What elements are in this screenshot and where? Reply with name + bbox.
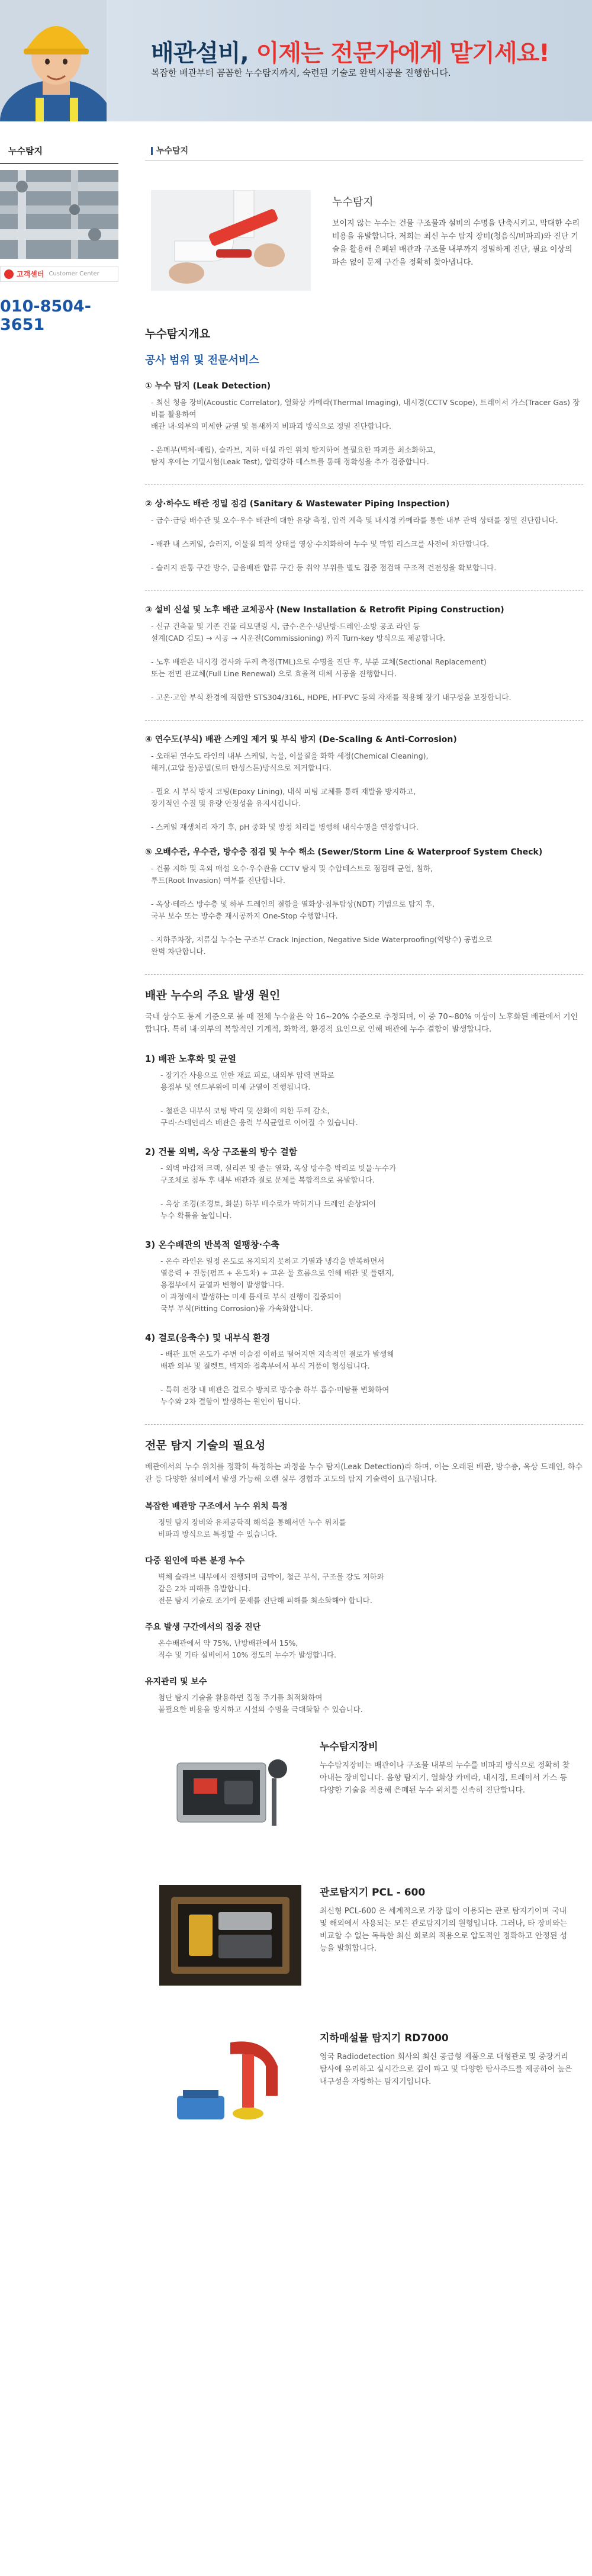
cause-title: 4) 결로(응축수) 및 내부식 환경 bbox=[145, 1332, 271, 1343]
brand-logo-icon bbox=[4, 269, 14, 279]
equipment-title: 관로탐지기 PCL - 600 bbox=[320, 1887, 426, 1899]
divider bbox=[145, 1424, 583, 1425]
necessity-title: 다중 원인에 따른 분쟁 누수 bbox=[145, 1556, 245, 1566]
service-item-text: - 급수·급탕 배수관 및 오수·우수 배관에 대한 유량 측정, 압력 계측 및 내시경 카메라를 통한 내부 관벽 상태를 정밀 진단합니다. - 배관 내 스케일, 슬러지, 이물질 퇴적 상태를 영상·수치화하여 누수 및 막힘 리스크를 사전에 차단합니다. - 슬러지 관통 구간 방수, 급음배관 합류 구간 등 취약 부위를 별도 집중 점검해 구조적 건전성을 확보합니다. bbox=[151, 516, 558, 572]
intro-pipe-photo bbox=[151, 190, 311, 291]
equipment-card bbox=[145, 1733, 583, 1861]
customer-center-label: 고객센터 bbox=[17, 270, 44, 278]
service-item-text: - 최신 청음 장비(Acoustic Correlator), 열화상 카메라(Thermal Imaging), 내시경(CCTV Scope), 트레이서 가스(Tracer Gas) 장비를 활용하여 배관 내·외부의 미세한 균열 및 틈새까지 비파괴 방식으로 정밀 진단합니다. - 은폐부(벽체·매립), 슬라브, 지하 매설 라인 위치 탐지하여 불필요한 파괴를 최소화하고, 탐지 후에는 기밀시험(Leak Test), 압력강하 테스트를 통해 정확성을 추가 검증합니다. bbox=[151, 398, 580, 466]
necessity-text: 벽체 슬라브 내부에서 진행되며 금막이, 철근 부식, 구조물 강도 저하와 같은 2차 피해를 유발합니다. 전문 탐지 기술로 조기에 문제를 진단해 피해를 최소화해야 합니다. bbox=[158, 1572, 384, 1605]
worker-illustration bbox=[0, 0, 107, 121]
service-item bbox=[145, 846, 583, 958]
necessity-title: 유지관리 및 보수 bbox=[145, 1677, 207, 1687]
service-item bbox=[145, 380, 583, 468]
intro-text: 보이지 않는 누수는 건물 구조물과 설비의 수명을 단축시키고, 막대한 수리 비용을 유발합니다. 저희는 최신 누수 탐지 장비(청음식/비파괴)와 진단 기술을 활용해 은폐된 배관과 구조물 내부까지 정밀하게 진단, 필요 이상의 파손 없이 문제 구간을 정확히 찾아냅니다. bbox=[332, 219, 580, 267]
necessity-list bbox=[145, 1500, 583, 1716]
service-item-title: ③ 설비 신설 및 노후 배관 교체공사 (New Installation & Retrofit Piping Construction) bbox=[145, 605, 504, 615]
cause-title: 2) 건물 외벽, 옥상 구조물의 방수 결함 bbox=[145, 1146, 298, 1157]
breadcrumb-marker bbox=[151, 147, 153, 155]
necessity-text: 정밀 탐지 장비와 유체공학적 해석을 통해서만 누수 위치를 비파괴 방식으로 특정할 수 있습니다. bbox=[158, 1518, 346, 1538]
equipment-card bbox=[145, 2025, 583, 2153]
sidebar-photo bbox=[0, 170, 118, 259]
hero-banner bbox=[0, 0, 592, 121]
service-item-title: ① 누수 탐지 (Leak Detection) bbox=[145, 381, 271, 391]
overview-heading: 누수탐지개요 bbox=[145, 327, 211, 341]
main-content bbox=[145, 141, 583, 2153]
service-item bbox=[145, 734, 583, 833]
divider bbox=[145, 484, 583, 485]
necessity-heading: 전문 탐지 기술의 필요성 bbox=[145, 1439, 266, 1452]
service-item bbox=[145, 604, 583, 704]
necessity-title: 복잡한 배관망 구조에서 누수 위치 특정 bbox=[145, 1502, 288, 1511]
causes-heading: 배관 누수의 주요 발생 원인 bbox=[145, 989, 281, 1002]
necessity-text: 온수배관에서 약 75%, 난방배관에서 15%, 직수 및 기타 설비에서 10% 정도의 누수가 발생합니다. bbox=[158, 1639, 337, 1659]
banner-title-highlight: 이제는 전문가에게 맡기세요! bbox=[256, 40, 549, 67]
breadcrumb-label: 누수탐지 bbox=[156, 146, 189, 156]
pcl-600-photo bbox=[159, 1885, 301, 1986]
customer-center-caption: Customer Center bbox=[49, 271, 99, 277]
necessity-intro: 배관에서의 누수 위치를 정확히 특정하는 과정을 누수 탐지(Leak Detection)라 하며, 이는 오래된 배관, 방수층, 옥상 드레인, 하수관 등 다양한 설비에서 발생 가능해 오랜 실무 경험과 고도의 탐지 기술력이 요구됩니다. bbox=[145, 1463, 583, 1484]
cause-text: - 장기간 사용으로 인한 재료 피로, 내외부 압력 변화로 용접부 및 엔드부위에 미세 균열이 진행됩니다. - 철관은 내부식 코팅 박리 및 산화에 의한 두께 감소, 구리·스테인리스 배관은 응력 부식균열로 이어질 수 있습니다. bbox=[160, 1071, 358, 1127]
customer-center-badge bbox=[0, 266, 118, 282]
divider bbox=[145, 974, 583, 975]
intro-section bbox=[145, 183, 583, 313]
service-item-title: ④ 연수도(부식) 배관 스케일 제거 및 부식 방지 (De-Scaling & Anti-Corrosion) bbox=[145, 735, 457, 744]
necessity-text: 첨단 탐지 기술을 활용하면 집점 주기를 최적화하여 불필요한 비용을 방지하고 시설의 수명을 극대화할 수 있습니다. bbox=[158, 1693, 363, 1714]
causes-intro: 국내 상수도 통계 기준으로 볼 때 전체 누수율은 약 16~20% 수준으로 추정되며, 이 중 70~80% 이상이 노후화된 배관에서 기인합니다. 특히 내·외부의 복합적인 기계적, 화학적, 환경적 요인으로 인해 배관에 누수 결함이 발생합니다. bbox=[145, 1013, 578, 1034]
intro-title: 누수탐지 bbox=[332, 196, 374, 208]
service-item bbox=[145, 498, 583, 574]
divider bbox=[145, 720, 583, 721]
equipment-title: 지하매설물 탐지기 RD7000 bbox=[320, 2032, 449, 2044]
sidebar bbox=[0, 141, 127, 334]
banner-subtitle: 복잡한 배관부터 꼼꼼한 누수탐지까지, 숙련된 기술로 완벽시공을 진행합니다. bbox=[151, 68, 451, 78]
cause-text: - 배관 표면 온도가 주변 이슬점 이하로 떨어지면 지속적인 결로가 발생해 배관 외부 및 결렛트, 벽지와 접촉부에서 부식 거품이 형성됩니다. - 특히 전장 내 배관은 결로수 방치로 방수층 하부 흡수·미탐률 변화하여 누수와 2차 결함이 발생하는 원인이 됩니다. bbox=[160, 1350, 394, 1406]
service-item-text: - 신규 건축물 및 기존 건물 리모델링 시, 급수·온수·냉난방·드레인·소방 공조 라인 등 설계(CAD 검토) → 시공 → 시운전(Commissioning) 까지 Turn-key 방식으로 제공합니다. - 노후 배관은 내시경 검사와 두께 측정(TML)으로 수명을 진단 후, 부분 교체(Sectional Replacement) 또는 전면 관교체(Full Line Renewal) 으로 효율적 대체 시공을 진행합니다. - 고온·고압 부식 환경에 적합한 STS304/316L, HDPE, HT-PVC 등의 자재를 적용해 장기 내구성을 보장합니다. bbox=[151, 622, 511, 702]
phone-number[interactable]: 010-8504-3651 bbox=[0, 297, 91, 334]
banner-title: 배관설비, 이제는 전문가에게 맡기세요! bbox=[151, 40, 549, 67]
necessity-title: 주요 발생 구간에서의 집중 진단 bbox=[145, 1623, 261, 1632]
service-item-text: - 건물 지하 및 옥외 매설 오수·우수관을 CCTV 탐지 및 수압테스트로 점검해 균열, 침하, 루트(Root Invasion) 여부를 진단합니다. - 옥상·테라스 방수층 및 하부 드레인의 결함을 열화상·침투탐상(NDT) 기법으로 탐지 후, 국부 보수 또는 방수층 재시공까지 One-Stop 수행합니다. - 지하주차장, 저류실 누수는 구조부 Crack Injection, Negative Side Waterproofing(역방수) 공법으로 완벽 차단합니다. bbox=[151, 864, 493, 956]
equipment-text: 누수탐지장비는 배관이나 구조물 내부의 누수를 비파괴 방식으로 정확히 찾아내는 장비입니다. 음향 탐지기, 열화상 카메라, 내시경, 트레이서 가스 등 다양한 기술을 적용해 은폐된 누수 위치를 신속히 진단합니다. bbox=[320, 1761, 570, 1795]
service-item-text: - 오래된 연수도 라인의 내부 스케일, 녹물, 이물질을 화학 세정(Chemical Cleaning), 해커,(고압 물)공법(로터 탄성스톤)방식으로 제거합니다. - 필요 시 부식 방지 코팅(Epoxy Lining), 내식 피팅 교체를 통해 재발을 방지하고, 장기적인 수질 및 유량 안정성을 유지시킵니다. - 스케일 재생처리 자기 후, pH 중화 및 방청 처리를 병행해 내식수명을 연장합니다. bbox=[151, 751, 429, 831]
cause-text: - 외벽 마감재 크랙, 실리콘 및 줄눈 열화, 옥상 방수층 박리로 빗물·누수가 구조체로 침투 후 내부 배관과 결로 문제를 복합적으로 유발합니다. - 옥상 조경(조경토, 화분) 하부 배수로가 막히거나 드레인 손상되어 누수 확률을 높입니다. bbox=[160, 1164, 397, 1220]
rd7000-photo bbox=[159, 2031, 301, 2131]
equipment-text: 영국 Radiodetection 회사의 최신 공급형 제품으로 대형관로 및 중장거리 탐사에 유리하고 실시간으로 깊이 파고 및 다양한 탐사주드를 제공하여 높은 내구성을 자랑하는 탐지기입니다. bbox=[320, 2053, 572, 2086]
service-item-title: ② 상·하수도 배관 정밀 점검 (Sanitary & Wastewater Piping Inspection) bbox=[145, 499, 450, 509]
sidebar-title[interactable]: 누수탐지 bbox=[0, 141, 118, 164]
service-item-title: ⑤ 오배수관, 우수관, 방수층 점검 및 누수 해소 (Sewer/Storm Line & Waterproof System Check) bbox=[145, 847, 543, 857]
cause-title: 3) 온수배관의 반복적 열팽창·수축 bbox=[145, 1239, 280, 1250]
equipment-title: 누수탐지장비 bbox=[320, 1741, 378, 1753]
cause-title: 1) 배관 노후화 및 균열 bbox=[145, 1053, 237, 1064]
service-list bbox=[145, 380, 583, 958]
leak-detector-kit-photo bbox=[159, 1739, 301, 1840]
equipment-card bbox=[145, 1879, 583, 2007]
breadcrumb bbox=[145, 141, 583, 160]
service-scope-heading: 공사 범위 및 전문서비스 bbox=[145, 354, 259, 367]
cause-text: - 온수 라인은 일정 온도로 유지되지 못하고 가열과 냉각을 반복하면서 열응력 + 진동(펌프 + 온도차) + 고온 물 흐름으로 인해 배관 및 플랜지, 용접부에서 균열과 변형이 발생합니다. 이 과정에서 발생하는 미세 틈새로 부식 진행이 집중되어 국부 부식(Pitting Corrosion)을 가속화합니다. bbox=[160, 1257, 394, 1313]
divider bbox=[145, 590, 583, 591]
equipment-text: 최신형 PCL-600 은 세계적으로 가장 많이 이용되는 관로 탐지기이며 국내 및 해외에서 사용되는 모든 관로탐지기의 원형입니다. 그러나, 타 장비와는 비교할 수 없는 독특한 최신 회로의 적용으로 압도적인 정확하고 안정된 성능을 발휘합니다. bbox=[320, 1907, 568, 1953]
causes-list bbox=[145, 1052, 583, 1408]
